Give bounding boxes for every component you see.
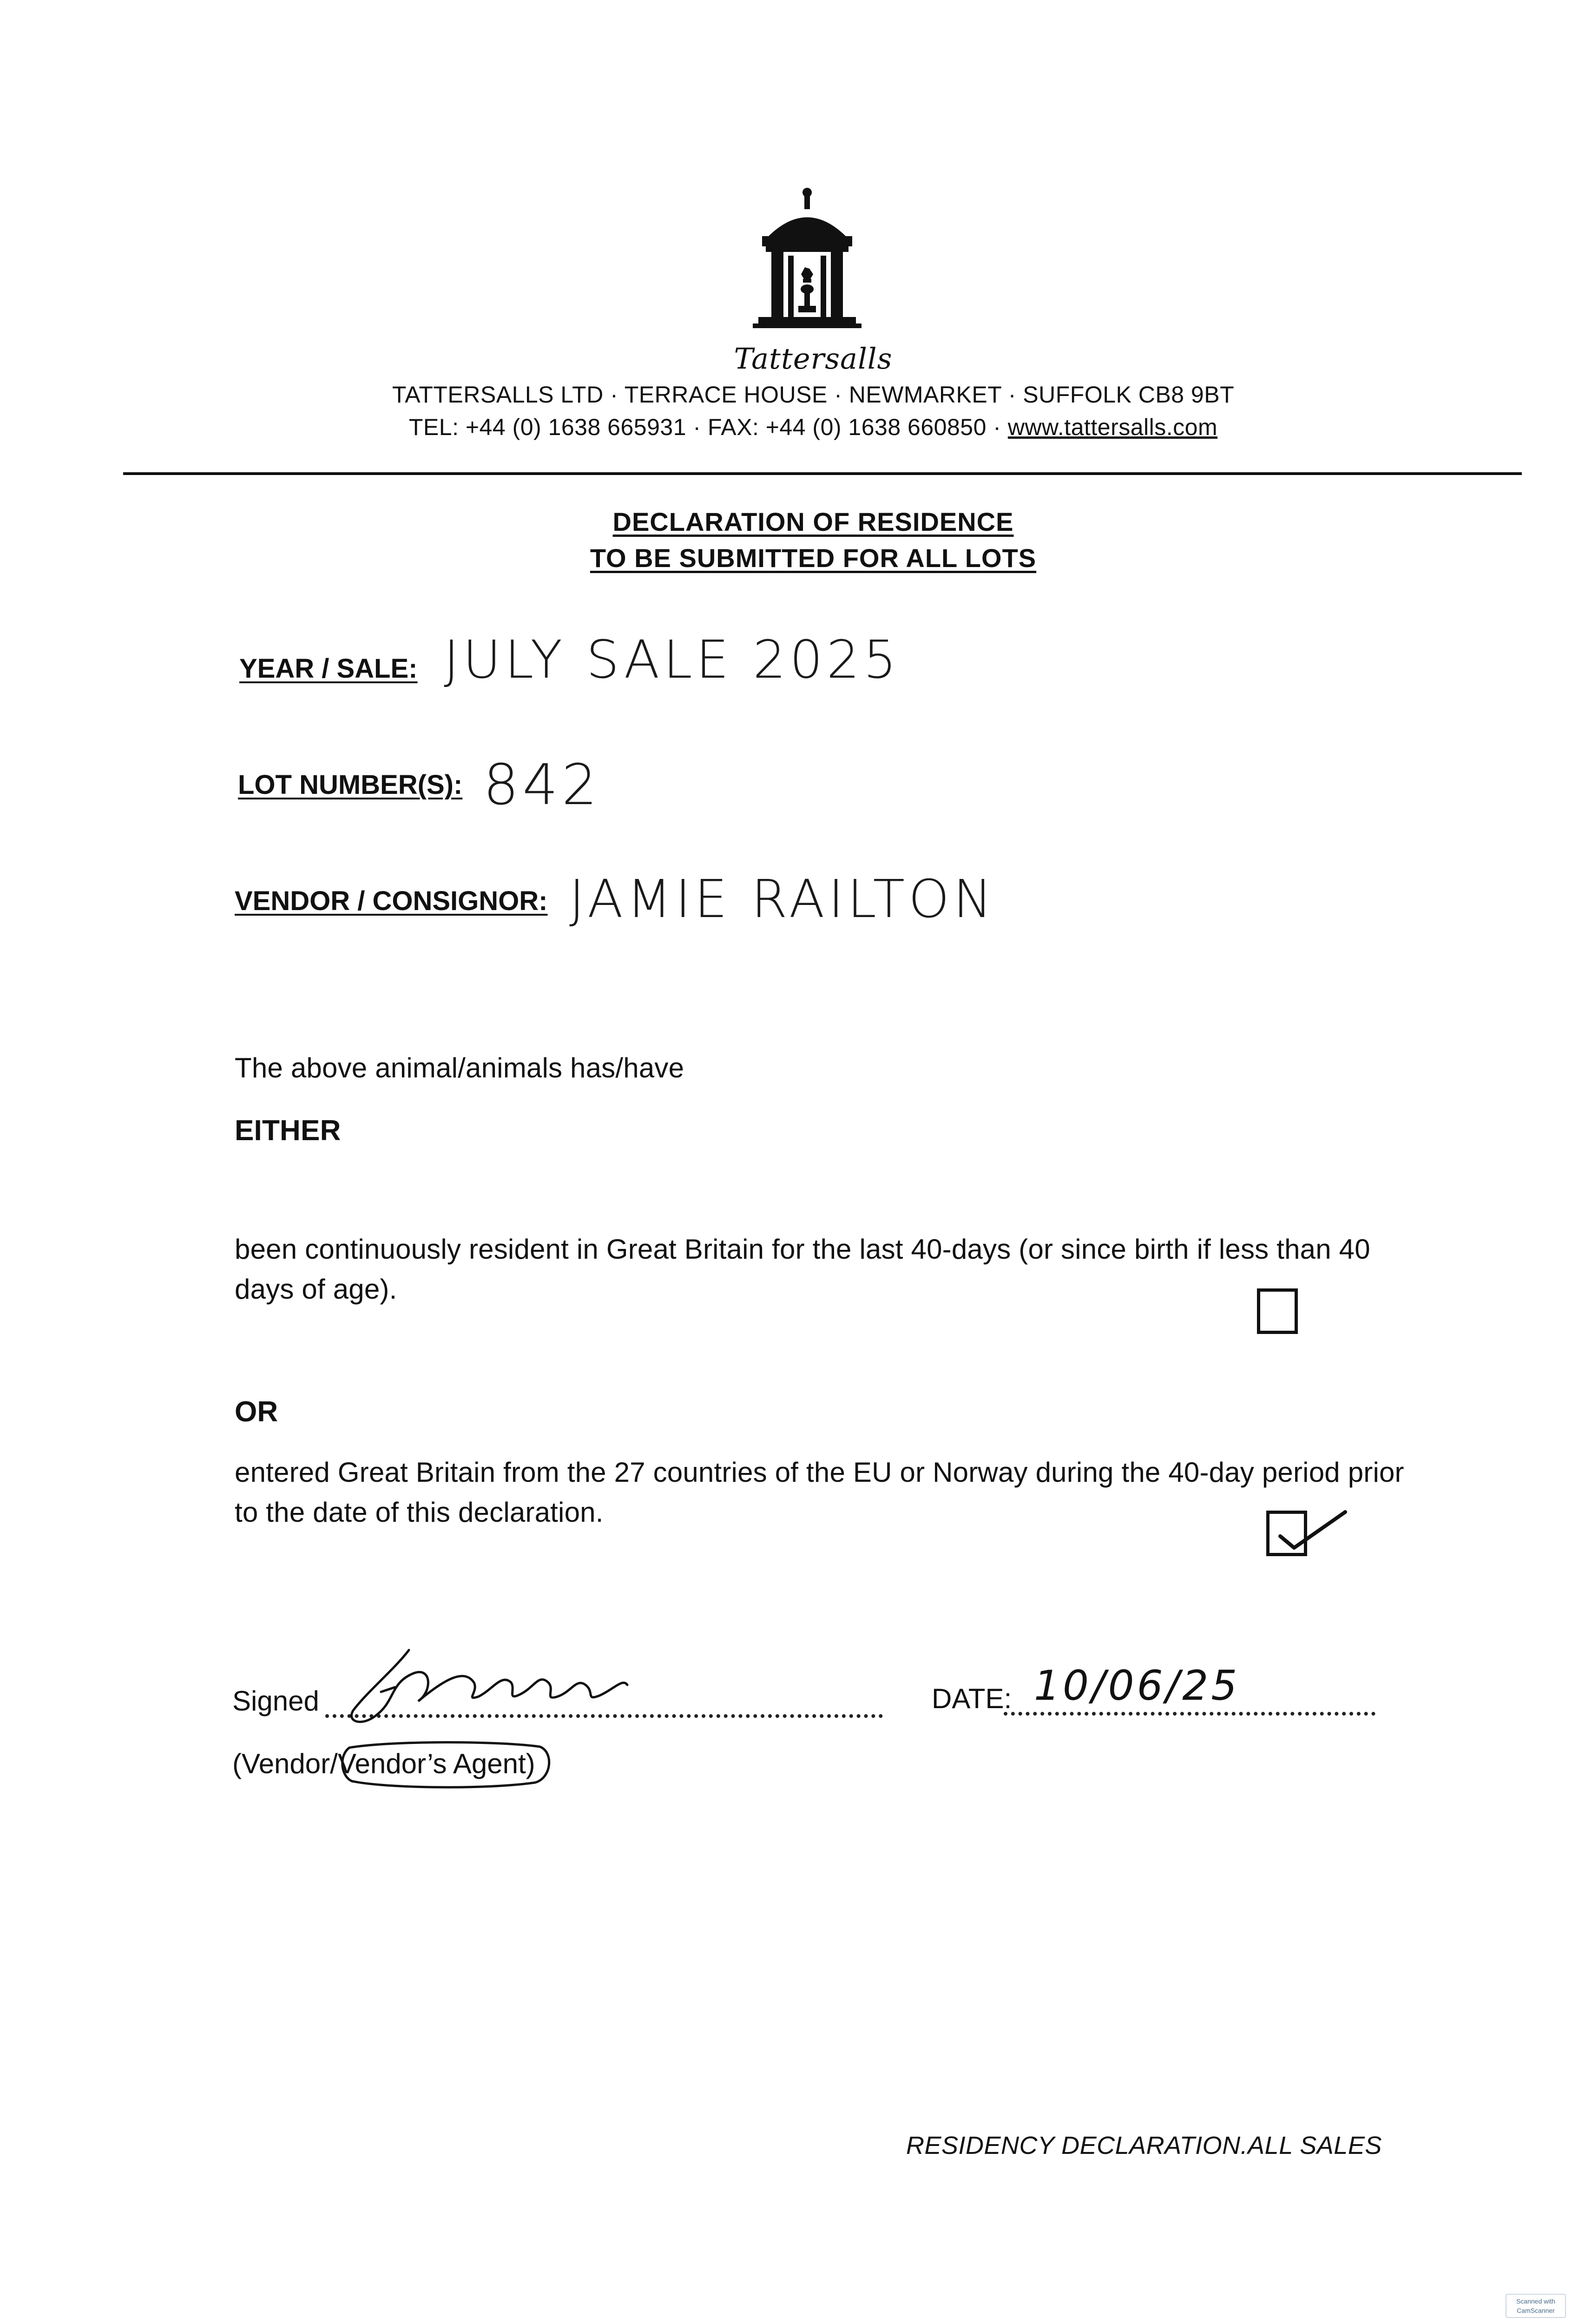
address-line: TATTERSALLS LTD · TERRACE HOUSE · NEWMARKET · SUFFOLK CB8 9BT <box>392 382 1235 408</box>
option2-text: entered Great Britain from the 27 countries of the EU or Norway during the 40-day period prior to the date of this declaration. <box>235 1457 1404 1528</box>
signature-scribble-icon <box>325 1641 678 1734</box>
year-sale-value[interactable]: JULY SALE 2025 <box>444 630 901 690</box>
or-heading: OR <box>235 1396 278 1428</box>
date-value[interactable]: 10/06/25 <box>1034 1662 1240 1710</box>
contact-numbers: TEL: +44 (0) 1638 665931 · FAX: +44 (0) 1638 660850 · <box>408 414 1008 440</box>
lot-number-value[interactable]: 842 <box>483 753 601 818</box>
vendor-consignor-label: VENDOR / CONSIGNOR: <box>235 886 548 916</box>
option1-text: been continuously resident in Great Britain for the last 40-days (or since birth if less than 40 days of age). <box>235 1234 1370 1305</box>
date-label: DATE: <box>932 1683 1012 1714</box>
contact-line <box>0 414 1572 441</box>
date-line[interactable] <box>1004 1712 1375 1716</box>
vendor-consignor-value[interactable]: JAMIE RAILTON <box>569 869 996 930</box>
footer-note: RESIDENCY DECLARATION.ALL SALES <box>906 2132 1382 2159</box>
scanner-badge-line2: CamScanner <box>1517 2307 1555 2314</box>
either-heading: EITHER <box>235 1115 341 1147</box>
website-link[interactable]: www.tattersalls.com <box>1007 414 1218 440</box>
brand-name: Tattersalls <box>734 342 893 376</box>
role-close: ) <box>526 1748 535 1779</box>
role-circle-mark <box>335 1738 553 1789</box>
checkmark-icon <box>1266 1499 1350 1564</box>
year-sale-label: YEAR / SALE: <box>239 654 418 684</box>
intro-text: The above animal/animals has/have <box>235 1052 684 1083</box>
signed-label: Signed <box>232 1685 319 1717</box>
form-subtitle: TO BE SUBMITTED FOR ALL LOTS <box>590 543 1037 573</box>
form-title: DECLARATION OF RESIDENCE <box>612 507 1014 536</box>
scanner-badge <box>1506 2294 1566 2318</box>
temple-logo-icon <box>749 186 865 339</box>
header-divider <box>123 472 1522 475</box>
option1-checkbox[interactable] <box>1257 1288 1298 1334</box>
role-selected[interactable]: Vendor’s Agent <box>337 1748 526 1779</box>
scanner-badge-line1: Scanned with <box>1516 2298 1556 2305</box>
role-open: (Vendor/ <box>232 1748 338 1779</box>
lot-number-label: LOT NUMBER(S): <box>238 770 463 800</box>
